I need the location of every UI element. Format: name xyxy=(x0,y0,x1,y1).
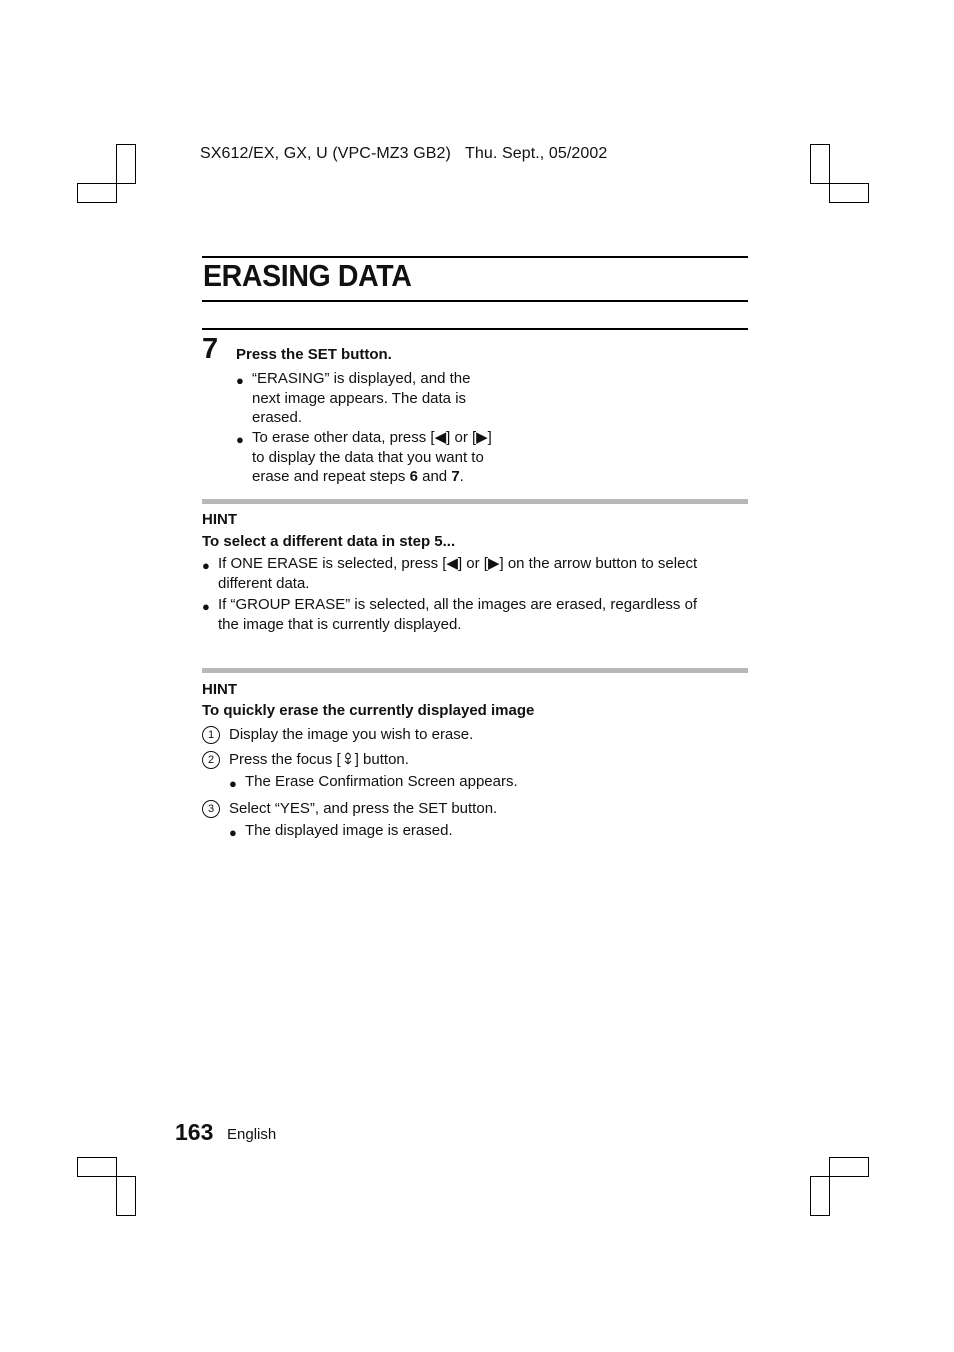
header-model: SX612/EX, GX, U (VPC-MZ3 GB2) xyxy=(200,145,451,162)
hint-step-2-sub: The Erase Confirmation Screen appears. xyxy=(245,773,518,790)
text-line: erased. xyxy=(252,409,303,426)
bullet-icon: ● xyxy=(236,373,244,388)
crop-mark-bottom-right-horizontal xyxy=(829,1157,869,1177)
text-fragment: . xyxy=(459,468,464,485)
hint-rule xyxy=(202,499,748,504)
step-circle-number: 2 xyxy=(202,751,220,769)
step-bullet-2 xyxy=(252,428,492,487)
text-line: to display the data that you want to xyxy=(252,448,484,466)
step-circle-number: 3 xyxy=(202,800,220,818)
hint-step-3: Select “YES”, and press the SET button. xyxy=(229,800,498,817)
step-ref: 6 xyxy=(409,468,418,485)
crop-mark-top-right-vertical xyxy=(810,144,830,184)
hint-label: HINT xyxy=(202,511,237,528)
crop-mark-top-right-horizontal xyxy=(829,183,869,203)
text-line: different data. xyxy=(218,574,310,592)
crop-mark-bottom-left-vertical xyxy=(116,1176,136,1216)
print-header xyxy=(200,145,607,163)
hint-bullet-1 xyxy=(218,554,697,593)
text-line: “ERASING” is displayed, and the xyxy=(252,370,471,387)
hint-label: HINT xyxy=(202,681,237,698)
bullet-icon: ● xyxy=(236,432,244,447)
text-fragment: Press the focus [ xyxy=(229,751,341,768)
focus-flower-icon xyxy=(343,752,353,765)
crop-mark-top-left-vertical xyxy=(116,144,136,184)
step-ref: 7 xyxy=(451,468,460,485)
hint-subtitle: To quickly erase the currently displayed image xyxy=(202,702,535,719)
step-circle-number: 1 xyxy=(202,726,220,744)
hint-step-1: Display the image you wish to erase. xyxy=(229,726,474,743)
crop-mark-bottom-left-horizontal xyxy=(77,1157,117,1177)
page-number: 163 xyxy=(175,1119,214,1145)
page-title: ERASING DATA xyxy=(203,258,412,293)
hint-bullet-2 xyxy=(218,595,697,634)
text-line xyxy=(252,467,492,487)
hint-step-3-sub: The displayed image is erased. xyxy=(245,822,453,839)
step-section-rule xyxy=(202,328,748,330)
bullet-icon: ● xyxy=(202,599,210,614)
text-line: the image that is currently displayed. xyxy=(218,615,462,633)
step-heading: Press the SET button. xyxy=(236,346,392,363)
step-bullet-1 xyxy=(252,369,470,428)
step-number: 7 xyxy=(202,333,219,365)
text-line: next image appears. The data is xyxy=(252,389,467,407)
bullet-icon: ● xyxy=(202,558,210,573)
text-fragment: ] button. xyxy=(354,751,409,768)
hint-rule xyxy=(202,668,748,673)
hint-subtitle: To select a different data in step 5... xyxy=(202,533,456,550)
header-date: Thu. Sept., 05/2002 xyxy=(464,145,608,162)
text-fragment: and xyxy=(417,468,452,485)
title-rule-bottom xyxy=(202,300,748,302)
crop-mark-top-left-horizontal xyxy=(77,183,117,203)
crop-mark-bottom-right-vertical xyxy=(810,1176,830,1216)
text-line: To erase other data, press [◀] or [▶] xyxy=(252,429,492,446)
bullet-icon: ● xyxy=(229,825,237,840)
text-line: If ONE ERASE is selected, press [◀] or [▶] on the arrow button to select xyxy=(218,555,698,572)
bullet-icon: ● xyxy=(229,776,237,791)
hint-step-2 xyxy=(229,750,409,770)
text-line: If “GROUP ERASE” is selected, all the images are erased, regardless of xyxy=(218,596,698,613)
text-fragment: erase and repeat steps xyxy=(252,468,410,485)
page-language: English xyxy=(227,1126,277,1143)
